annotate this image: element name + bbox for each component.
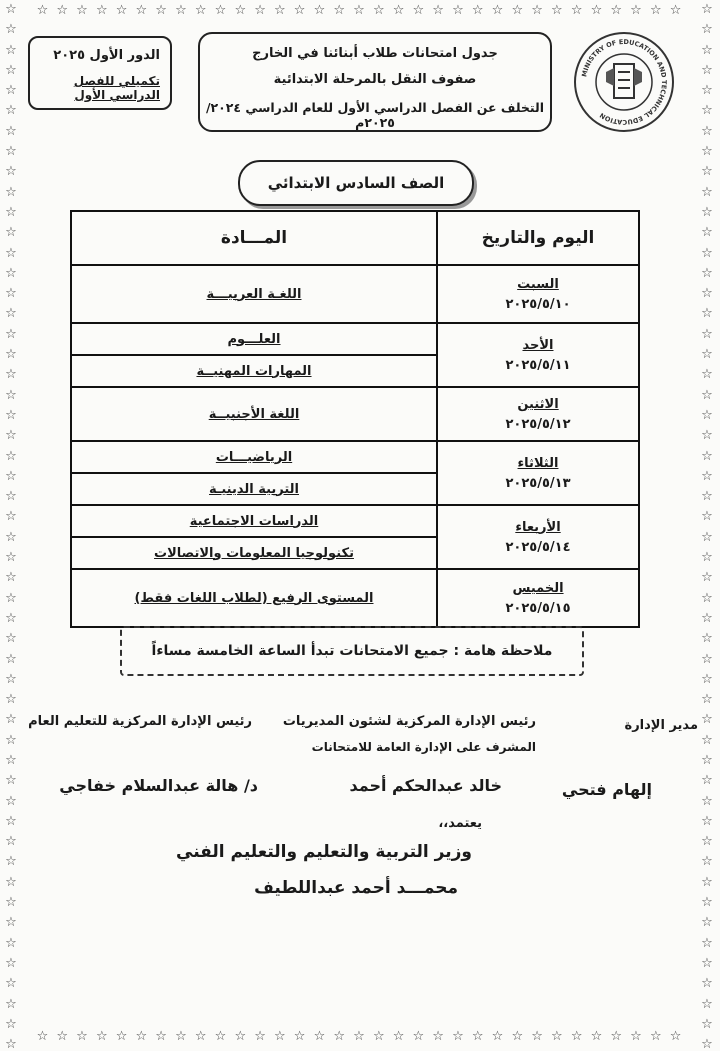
day-date: ٢٠٢٥/٥/١٤	[505, 539, 571, 555]
day-column-header: اليوم والتاريخ	[437, 211, 639, 265]
important-note: ملاحظة هامة : جميع الامتحانات تبدأ الساعة الخامسة مساءاً	[120, 626, 584, 676]
day-name: السبت	[517, 276, 559, 292]
day-date: ٢٠٢٥/٥/١٠	[505, 296, 571, 312]
round-box	[28, 36, 172, 110]
subject-cell: الرياضيـــات	[71, 441, 437, 473]
subject-cell: الدراسات الاجتماعية	[71, 505, 437, 537]
day-date: ٢٠٢٥/٥/١٣	[505, 475, 571, 491]
day-cell	[437, 505, 639, 569]
eagle-emblem-icon	[576, 34, 672, 130]
subject-cell: اللغـة العربيـــة	[71, 265, 437, 323]
table-row	[71, 441, 639, 473]
table-row	[71, 569, 639, 627]
subject-cell: العلـــوم	[71, 323, 437, 355]
day-cell	[437, 323, 639, 387]
subject-cell: المستوى الرفيع (لطلاب اللغات فقط)	[71, 569, 437, 627]
subject-cell: تكنولوجيا المعلومات والاتصالات	[71, 537, 437, 569]
day-date: ٢٠٢٥/٥/١١	[505, 357, 571, 373]
minister-title: وزير التربية والتعليم والتعليم الفني	[176, 842, 472, 862]
exam-schedule-table	[70, 210, 640, 628]
table-row	[71, 505, 639, 537]
term-title: التخلف عن الفصل الدراسي الأول للعام الدراسي ٢٠٢٤/ ٢٠٢٥م	[205, 100, 545, 130]
svg-text:MINISTRY OF EDUCATION AND TECH: MINISTRY OF EDUCATION AND TECHNICAL EDUCATION	[580, 37, 669, 127]
table-header-row	[71, 211, 639, 265]
minister-name: محمـــد أحمد عبداللطيف	[254, 878, 458, 898]
day-name: الخميس	[512, 580, 564, 596]
subject-cell: المهارات المهنيــة	[71, 355, 437, 387]
star-border-bottom: ☆ ☆ ☆ ☆ ☆ ☆ ☆ ☆ ☆ ☆ ☆ ☆ ☆ ☆ ☆ ☆ ☆ ☆ ☆ ☆ ☆ ☆ ☆ ☆ ☆ ☆ ☆ ☆ ☆ ☆ ☆ ☆ ☆	[36, 1029, 684, 1044]
schedule-title: جدول امتحانات طلاب أبنائنا في الخارج	[252, 46, 498, 61]
star-border-left: ☆☆☆☆☆☆☆☆☆☆☆☆☆☆☆☆☆☆☆☆☆☆☆☆☆☆☆☆☆☆☆☆☆☆☆☆☆☆☆☆☆☆☆☆☆☆☆☆☆☆☆☆	[5, 2, 17, 1051]
day-cell	[437, 441, 639, 505]
table-row	[71, 387, 639, 441]
day-date: ٢٠٢٥/٥/١٥	[505, 600, 571, 616]
star-border-top: ☆ ☆ ☆ ☆ ☆ ☆ ☆ ☆ ☆ ☆ ☆ ☆ ☆ ☆ ☆ ☆ ☆ ☆ ☆ ☆ ☆ ☆ ☆ ☆ ☆ ☆ ☆ ☆ ☆ ☆ ☆ ☆ ☆	[36, 3, 684, 18]
subject-cell: اللغة الأجنبيــة	[71, 387, 437, 441]
day-name: الثلاثاء	[517, 455, 559, 471]
title-box	[198, 32, 552, 132]
ministry-logo	[574, 32, 674, 132]
general-ed-title: رئيس الإدارة المركزية للتعليم العام	[28, 714, 252, 729]
day-cell	[437, 387, 639, 441]
approve-label: يعتمد،،	[438, 816, 482, 831]
day-cell	[437, 265, 639, 323]
subject-cell: التربية الدينيـة	[71, 473, 437, 505]
day-date: ٢٠٢٥/٥/١٢	[505, 416, 571, 432]
day-name: الأحد	[522, 337, 554, 353]
day-name: الاثنين	[517, 396, 559, 412]
central-admin-subtitle: المشرف على الإدارة العامة للامتحانات	[311, 740, 536, 754]
table-row	[71, 323, 639, 355]
stage-title: صفوف النقل بالمرحلة الابتدائية	[273, 72, 477, 87]
day-name: الأربعاء	[515, 519, 561, 535]
round-title: الدور الأول ٢٠٢٥	[53, 48, 160, 63]
table-row	[71, 265, 639, 323]
central-admin-title: رئيس الإدارة المركزية لشئون المديريات	[282, 714, 536, 729]
director-title: مدير الإدارة	[624, 718, 698, 733]
central-admin-name: خالد عبدالحكم أحمد	[349, 776, 502, 795]
general-ed-name: د/ هالة عبدالسلام خفاجي	[59, 776, 258, 795]
round-subtitle: تكميلي للفصل الدراسي الأول	[73, 74, 160, 102]
star-border-right: ☆☆☆☆☆☆☆☆☆☆☆☆☆☆☆☆☆☆☆☆☆☆☆☆☆☆☆☆☆☆☆☆☆☆☆☆☆☆☆☆☆☆☆☆☆☆☆☆☆☆☆☆	[701, 2, 713, 1051]
grade-title: الصف السادس الابتدائي	[238, 160, 474, 206]
director-name: إلهام فتحي	[561, 780, 652, 799]
day-cell	[437, 569, 639, 627]
subject-column-header: المـــادة	[71, 211, 437, 265]
